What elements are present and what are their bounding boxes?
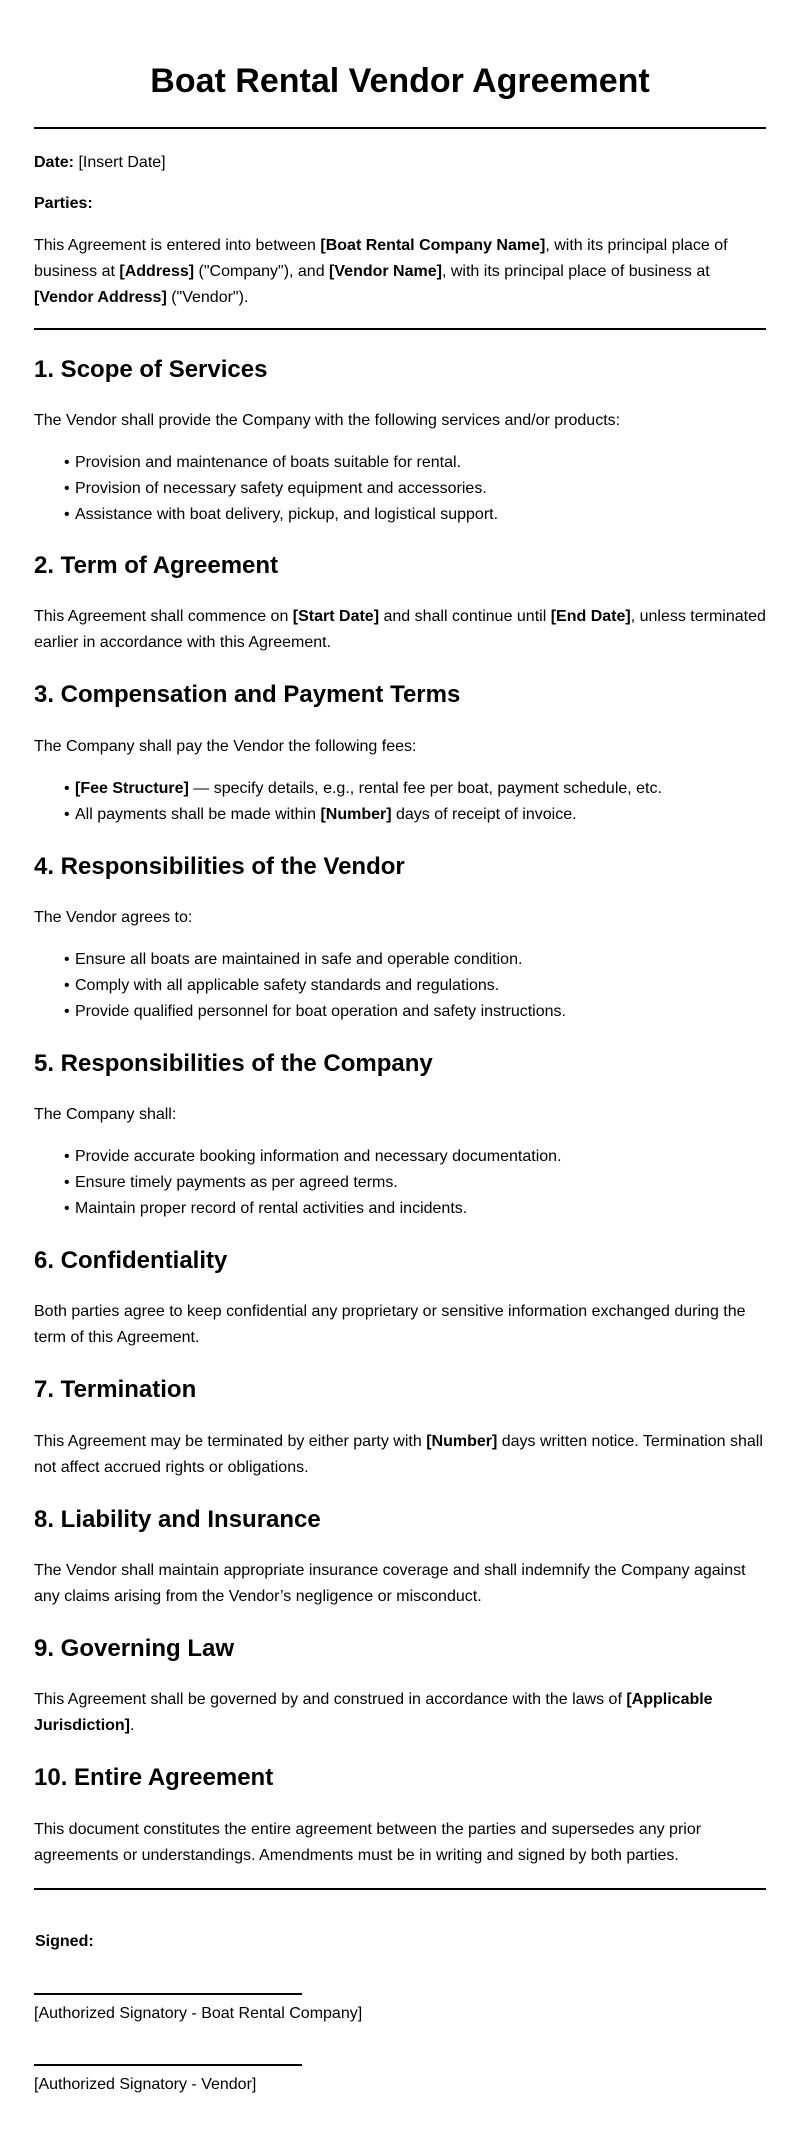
- signature-line: [34, 2064, 302, 2066]
- list-item: • Provision of necessary safety equipment and accessories.: [64, 480, 487, 497]
- date-value: [Insert Date]: [78, 154, 166, 171]
- divider: [34, 1888, 766, 1890]
- parties-label: Parties:: [34, 195, 93, 212]
- list-item: • [Fee Structure] — specify details, e.g., rental fee per boat, payment schedule, etc.: [64, 780, 662, 797]
- termination-paragraph: This Agreement may be terminated by either party with [Number] days written notice. Termination shall not affect accrued rights or obligations.: [34, 1433, 763, 1476]
- section-heading-confidentiality: 6. Confidentiality: [34, 1247, 228, 1274]
- parties-paragraph: This Agreement is entered into between [Boat Rental Company Name], with its principal place of business at [Address] ("Company"), and [Vendor Name], with its principal place of business at [Vendor Address] ("Vendor").: [34, 237, 728, 306]
- entire-agreement-paragraph: This document constitutes the entire agreement between the parties and supersedes any prior agreements or understandings. Amendments must be in writing and signed by both parties.: [34, 1821, 702, 1864]
- section-heading-entire-agreement: 10. Entire Agreement: [34, 1764, 274, 1791]
- signatory-company: [Authorized Signatory - Boat Rental Company]: [34, 2005, 363, 2022]
- list-item: • Comply with all applicable safety standards and regulations.: [64, 977, 500, 994]
- date-label: Date:: [34, 154, 75, 171]
- list-item: • All payments shall be made within [Number] days of receipt of invoice.: [64, 806, 577, 823]
- term-paragraph: This Agreement shall commence on [Start Date] and shall continue until [End Date], unless terminated earlier in accordance with this Agreement.: [34, 608, 766, 651]
- list-item: • Provide accurate booking information and necessary documentation.: [64, 1148, 562, 1165]
- divider: [34, 328, 766, 330]
- section-intro: The Vendor shall provide the Company with the following services and/or products:: [34, 412, 621, 429]
- section-heading-termination: 7. Termination: [34, 1376, 197, 1403]
- section-intro: The Vendor agrees to:: [34, 909, 193, 926]
- signatory-vendor: [Authorized Signatory - Vendor]: [34, 2076, 257, 2093]
- section-heading-governing-law: 9. Governing Law: [34, 1635, 235, 1662]
- divider: [34, 127, 766, 129]
- vendor-responsibilities-list: [34, 947, 766, 1025]
- list-item: • Ensure all boats are maintained in safe and operable condition.: [64, 951, 523, 968]
- section-heading-compensation: 3. Compensation and Payment Terms: [34, 681, 461, 708]
- list-item: • Assistance with boat delivery, pickup, and logistical support.: [64, 506, 499, 523]
- scope-list: [34, 450, 766, 528]
- list-item: • Ensure timely payments as per agreed terms.: [64, 1174, 398, 1191]
- list-item: • Provision and maintenance of boats suitable for rental.: [64, 454, 462, 471]
- date-line: [34, 150, 766, 176]
- section-intro: The Company shall pay the Vendor the following fees:: [34, 738, 417, 755]
- section-heading-term: 2. Term of Agreement: [34, 552, 279, 579]
- section-intro: The Company shall:: [34, 1106, 177, 1123]
- signature-line: [34, 1993, 302, 1995]
- signed-label: Signed:: [35, 1933, 94, 1950]
- section-heading-liability: 8. Liability and Insurance: [34, 1506, 321, 1533]
- document-title: Boat Rental Vendor Agreement: [150, 62, 650, 100]
- confidentiality-paragraph: Both parties agree to keep confidential any proprietary or sensitive information exchanged during the term of this Agreement.: [34, 1303, 746, 1346]
- compensation-list: [34, 776, 766, 828]
- company-responsibilities-list: [34, 1144, 766, 1222]
- liability-paragraph: The Vendor shall maintain appropriate insurance coverage and shall indemnify the Company against any claims arising from the Vendor’s negligence or misconduct.: [34, 1562, 746, 1605]
- section-heading-scope: 1. Scope of Services: [34, 356, 268, 383]
- section-heading-vendor-responsibilities: 4. Responsibilities of the Vendor: [34, 853, 405, 880]
- section-heading-company-responsibilities: 5. Responsibilities of the Company: [34, 1050, 433, 1077]
- list-item: • Provide qualified personnel for boat operation and safety instructions.: [64, 1003, 566, 1020]
- list-item: • Maintain proper record of rental activities and incidents.: [64, 1200, 468, 1217]
- governing-law-paragraph: This Agreement shall be governed by and construed in accordance with the laws of [Applicable Jurisdiction].: [34, 1691, 713, 1734]
